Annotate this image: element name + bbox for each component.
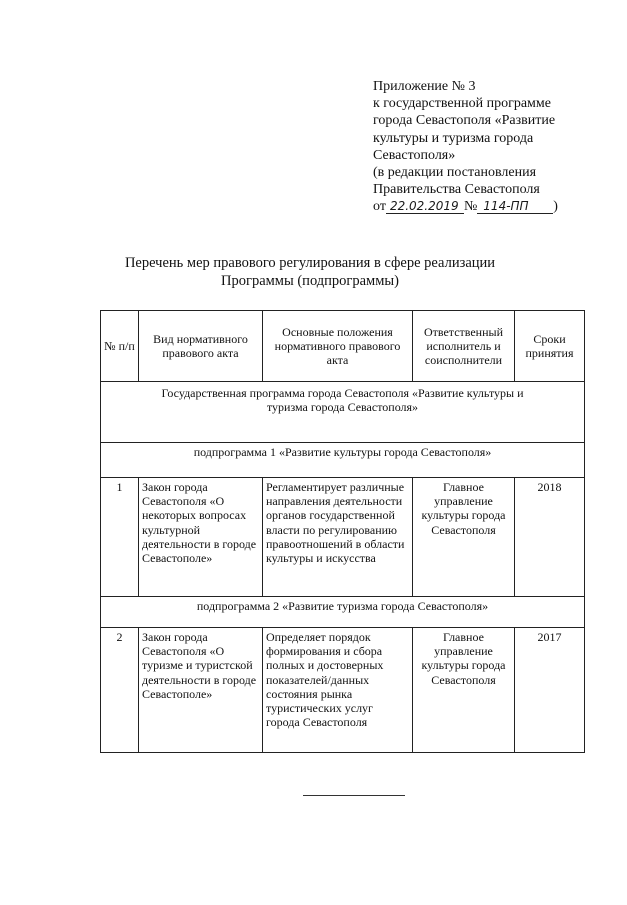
subprogram-row <box>101 443 585 478</box>
header-num: № п/п <box>101 311 139 382</box>
row-2-provisions: Определяет порядок формирования и сбора полных и достоверных показателей/данных состояния рынка туристических услуг города Севастополя <box>263 628 413 753</box>
row-2-num: 2 <box>101 628 139 753</box>
appendix-line: Севастополя» <box>373 147 456 163</box>
handwritten-number: 114-ПП <box>477 199 553 214</box>
appendix-line: (в редакции постановления <box>373 165 537 181</box>
row-1-deadline: 2018 <box>515 478 585 597</box>
appendix-line: Правительства Севастополя <box>373 182 540 198</box>
number-prefix: № <box>463 199 478 215</box>
appendix-line: города Севастополя «Развитие <box>373 113 556 129</box>
header-type: Вид нормативного правового акта <box>139 311 263 382</box>
subprogram-1-title: подпрограмма 1 «Развитие культуры города Севастополя» <box>101 443 585 478</box>
table-header-row <box>101 311 585 382</box>
measures-table <box>100 310 585 753</box>
handwritten-date: 22.02.2019 <box>386 199 464 214</box>
header-deadline: Сроки принятия <box>515 311 585 382</box>
title-line-1: Перечень мер правового регулирования в сфере реализации <box>124 255 496 271</box>
row-1-responsible: Главное управление культуры города Севастополя <box>413 478 515 597</box>
header-provisions: Основные положения нормативного правового акта <box>263 311 413 382</box>
resolution-reference <box>373 198 613 215</box>
appendix-header <box>373 78 613 216</box>
row-1-provisions: Регламентирует различные направления деятельности органов государственной власти по регулированию правоотношений в области культуры и искусства <box>263 478 413 597</box>
row-1-type: Закон города Севастополя «О некоторых вопросах культурной деятельности в городе Севастополе» <box>139 478 263 597</box>
subprogram-row <box>101 597 585 628</box>
row-2-deadline: 2017 <box>515 628 585 753</box>
program-title: Государственная программа города Севастополя «Развитие культуры и туризма города Севастополя» <box>101 382 585 443</box>
table-row <box>101 628 585 753</box>
closing-divider <box>303 795 405 796</box>
subprogram-2-title: подпрограмма 2 «Развитие туризма города Севастополя» <box>101 597 585 628</box>
closing-paren: ) <box>553 199 558 215</box>
appendix-line: к государственной программе <box>373 96 551 112</box>
row-2-responsible: Главное управление культуры города Севастополя <box>413 628 515 753</box>
row-2-type: Закон города Севастополя «О туризме и туристской деятельности в городе Севастополе» <box>139 628 263 753</box>
title-line-2: Программы (подпрограммы) <box>221 273 399 289</box>
row-1-num: 1 <box>101 478 139 597</box>
table-row <box>101 478 585 597</box>
header-responsible: Ответственный исполнитель и соисполнители <box>413 311 515 382</box>
date-prefix: от <box>373 199 386 215</box>
document-title <box>100 254 520 290</box>
appendix-line: культуры и туризма города <box>373 130 534 146</box>
program-row <box>101 382 585 443</box>
appendix-line: Приложение № 3 <box>373 79 476 94</box>
